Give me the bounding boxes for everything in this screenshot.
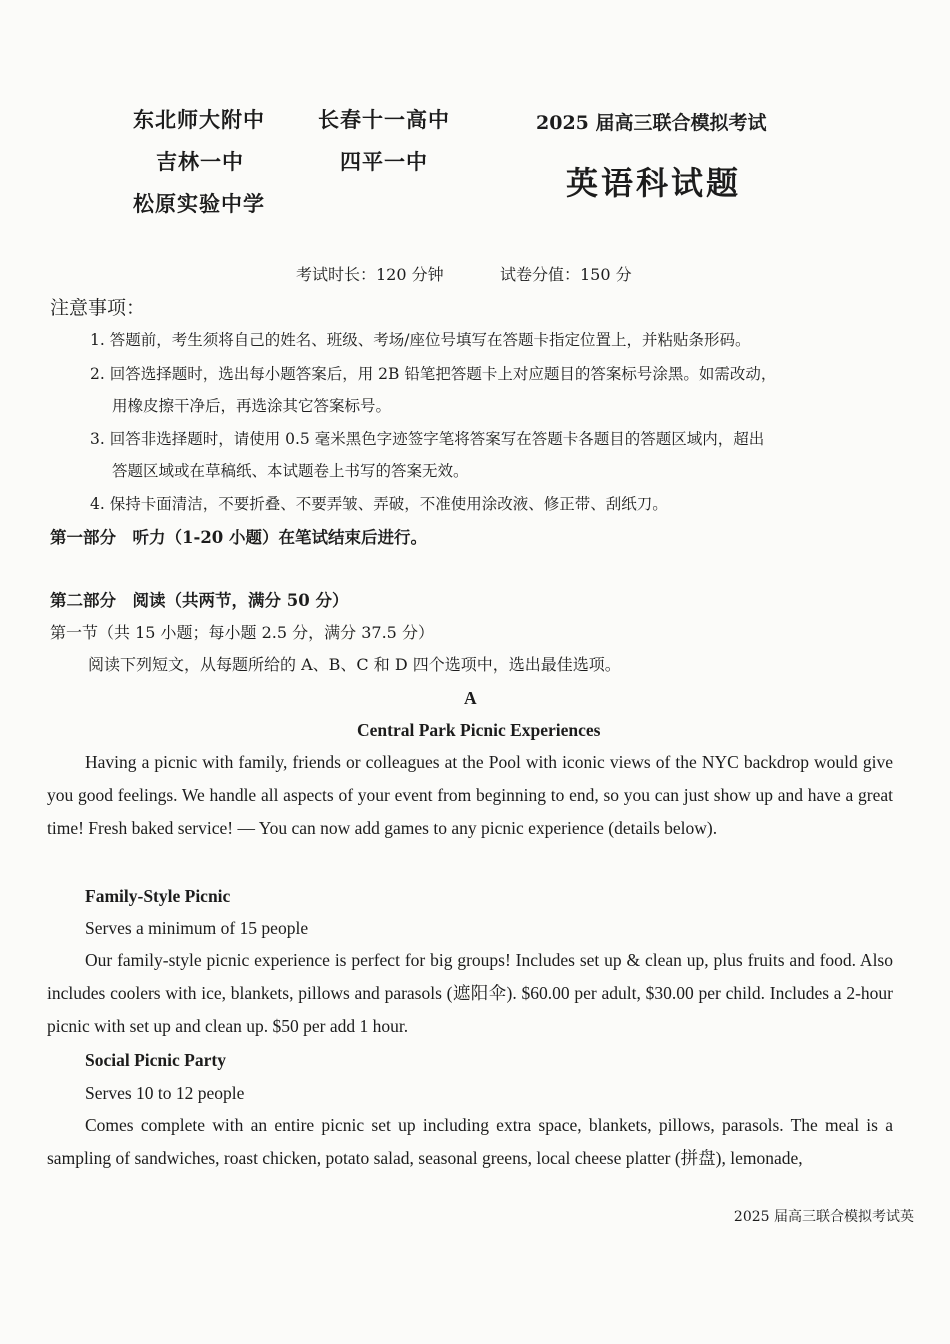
notice-rule-4: 4. 保持卡面清洁，不要折叠、不要弄皱、弄破，不准使用涂改液、修正带、刮纸刀。 [90,495,668,513]
section1-heading: 第一节（共 15 小题；每小题 2.5 分，满分 37.5 分） [50,623,434,642]
page-footer: 2025 届高三联合模拟考试英 [733,1209,914,1225]
notice-rule-3-cont: 答题区域或在草稿纸、本试题卷上书写的答案无效。 [112,462,469,480]
social-picnic-body: Comes complete with an entire picnic set up including extra space, blankets, pillows, parasols. The meal is a sampling of sandwiches, roast chicken, potato salad, seasonal greens, local cheese platter (拼盘), lemonade, [47,1115,893,1168]
school-name-3: 吉林一中 [156,149,244,174]
passage-intro: Having a picnic with family, friends or colleagues at the Pool with iconic views of the NYC backdrop would give you good feelings. We handle all aspects of your event from beginning to end, so you can just show up and have a great time! Fresh baked service! — You can now add games to any picnic experience (details below). [47,752,893,838]
family-picnic-heading: Family-Style Picnic [85,886,231,906]
notice-rule-1: 1. 答题前，考生须将自己的姓名、班级、考场/座位号填写在答题卡指定位置上，并粘贴条形码。 [90,331,751,349]
passage-title: Central Park Picnic Experiences [357,720,601,740]
school-name-5: 松原实验中学 [133,191,265,216]
exam-score: 试卷分值：150 分 [500,265,632,284]
exam-title: 2025 届高三联合模拟考试 [536,112,767,134]
passage-letter: A [464,688,477,708]
subject-title: 英语科试题 [566,164,742,202]
part1-heading: 第一部分 听力（1-20 小题）在笔试结束后进行。 [50,528,428,547]
notice-rule-3: 3. 回答非选择题时，请使用 0.5 毫米黑色字迹签字笔将答案写在答题卡各题目的答题区域内，超出 [90,430,765,448]
part2-heading: 第二部分 阅读（共两节，满分 50 分） [50,591,349,610]
social-picnic-heading: Social Picnic Party [85,1050,226,1070]
reading-instruction: 阅读下列短文，从每题所给的 A、B、C 和 D 四个选项中，选出最佳选项。 [88,655,621,674]
school-name-1: 东北师大附中 [133,107,265,132]
notice-heading: 注意事项： [50,297,146,319]
school-name-2: 长春十一高中 [318,107,450,132]
notice-rule-2-cont: 用橡皮擦干净后，再选涂其它答案标号。 [112,397,392,415]
social-picnic-serves: Serves 10 to 12 people [85,1083,245,1103]
school-name-4: 四平一中 [340,149,428,174]
notice-rule-2: 2. 回答选择题时，选出每小题答案后，用 2B 铅笔把答题卡上对应题目的答案标号涂黑。如需改动， [90,365,777,383]
family-picnic-body: Our family-style picnic experience is perfect for big groups! Includes set up & clean up, plus fruits and food. Also includes coolers with ice, blankets, pillows and parasols (遮阳伞). $60.00 per adult, $30.00 per child. Includes a 2-hour picnic with set up and clean up. $50 per add 1 hour. [47,950,893,1036]
exam-duration: 考试时长：120 分钟 [296,265,444,284]
family-picnic-serves: Serves a minimum of 15 people [85,918,309,938]
